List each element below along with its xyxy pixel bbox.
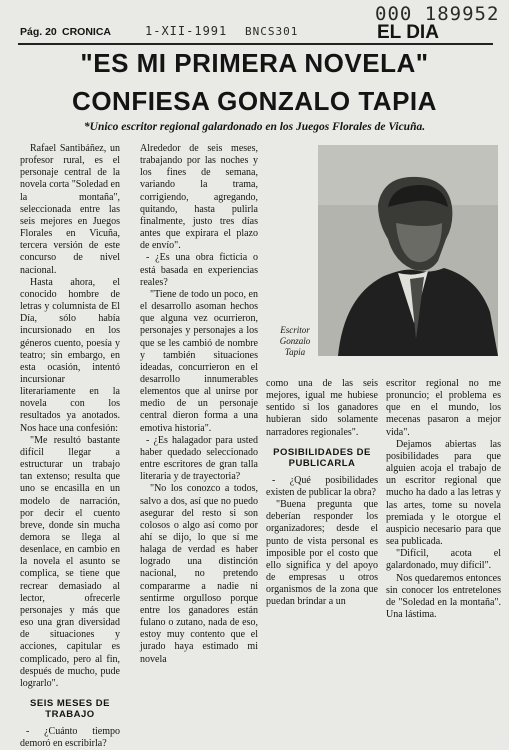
header-rule bbox=[18, 43, 493, 45]
photo-caption bbox=[270, 325, 320, 358]
section-heading: SEIS MESES DE TRABAJO bbox=[30, 698, 110, 721]
article-column-2 bbox=[140, 143, 258, 666]
paragraph: "Difícil, acota el galardonado, muy difícil". bbox=[386, 548, 501, 572]
interview-question: - ¿Cuánto tiempo demoró en escribirla? bbox=[20, 726, 120, 750]
paragraph: como una de las seis mejores, igual me hubiese sentido si los ganadores hubieran sido solamente narradores regionales". bbox=[266, 378, 378, 438]
caption-line: Gonzalo bbox=[279, 336, 311, 346]
paragraph: escritor regional no me pronuncio; el problema es que en el mundo, los mecenas pasaron a mejor vida". bbox=[386, 378, 501, 438]
paragraph: Rafael Santibáñez, un profesor rural, es el personaje central de la novela corta "Soledad en la montaña", seleccionada entre las seis mejores en Juegos Florales en Vicuña, tercera versión de este concurso de nivel nacional. bbox=[20, 143, 120, 276]
article-column-1 bbox=[20, 143, 120, 750]
page-number: Pág. 20 bbox=[20, 26, 57, 38]
interview-question: - ¿Es una obra ficticia o está basada en experiencias reales? bbox=[140, 252, 258, 288]
caption-line: Tapia bbox=[284, 347, 306, 357]
headline-line-1: "ES MI PRIMERA NOVELA" bbox=[80, 48, 429, 78]
article-column-4 bbox=[386, 378, 501, 621]
article-column-3 bbox=[266, 378, 378, 609]
author-photo bbox=[318, 145, 498, 356]
newspaper-masthead: EL DIA bbox=[377, 22, 439, 43]
paragraph: "No los conozco a todos, salvo a dos, así que no puedo asegurar del resto si son colosos o algo así como por ahí se dijo, lo que sí me halaga de verdad es haber logrado una distinción nacional, no pretendo compararme a nadie ni sentirme orgulloso porque entre los ganadores están fulano o zutano, nada de eso, estoy muy contento que el jurado haya estimado mi novela bbox=[140, 483, 258, 665]
paragraph: "Tiene de todo un poco, en el desarrollo asoman hechos que alguna vez ocurrieron, personajes y personajes a los que se les cambió de nombre y también situaciones ideadas, concurrieron en el desarrollo innumerables elementos que al unirse por medio de un personaje central dieron forma a una emotiva historia". bbox=[140, 288, 258, 434]
paragraph: "Buena pregunta que deberían responder los organizadores; desde el punto de vista personal es imposible por el costo que ello significa y del apoyo de empresas u otros organismos de la zona que puedan brindar a un bbox=[266, 499, 378, 608]
interview-question: - ¿Es halagador para usted haber quedado seleccionado entre escritores de gran talla literaria y de trayectoria? bbox=[140, 434, 258, 483]
caption-line: Escritor bbox=[280, 325, 310, 335]
section-name: CRONICA bbox=[62, 26, 111, 38]
handwritten-date: 1-XII-1991 bbox=[145, 24, 228, 38]
paragraph: Alrededor de seis meses, trabajando por las noches y los fines de semana, variando la trama, corrigiendo, agregando, quitando, hasta pulirla finalmente, justo tres días antes que expirara el plazo de envío". bbox=[140, 143, 258, 252]
headline-line-2: CONFIESA GONZALO TAPIA bbox=[72, 86, 437, 116]
paragraph: Dejamos abiertas las posibilidades para que alguien acoja el trabajo de un escritor regional que mucho ha dado a las letras y las artes, tome su novela premiada y le otorgue el auspicio necesario para que sea publicada. bbox=[386, 438, 501, 548]
paragraph: Nos quedaremos entonces sin conocer los entretelones de "Soledad en la montaña". Una lástima. bbox=[386, 572, 501, 620]
handwritten-reference: BNCS301 bbox=[245, 25, 299, 38]
subheadline: *Unico escritor regional galardonado en los Juegos Florales de Vicuña. bbox=[83, 121, 426, 133]
portrait-illustration bbox=[318, 145, 498, 356]
interview-question: - ¿Qué posibilidades existen de publicar la obra? bbox=[266, 474, 378, 498]
paragraph: "Me resultó bastante difícil llegar a estructurar un trabajo tan extenso; resulta que uno se encasilla en un modelo de narración, por decir el cuento breve, donde sin mucha demora se llega al desenlace, en cambio en la novela el asunto se complica, se tiene que recrear demasiado al lector, ofrecerle personajes y más que eso una gran diversidad de situaciones y acciones, capitular es complicado, pero al fin, después de mucho, pude lograrlo". bbox=[20, 434, 120, 689]
paragraph: Hasta ahora, el conocido hombre de letras y columnista de El Día, sólo había incursionado en los géneros cuento, poesía y teatro; sin embargo, en esta ocasión, intentó incursionar literariamente en la novela con los resultados ya anotados. Nos hace una confesión: bbox=[20, 276, 120, 434]
archive-number: 000 189952 bbox=[375, 3, 500, 25]
section-heading: POSIBILIDADES DE PUBLICARLA bbox=[273, 446, 371, 469]
